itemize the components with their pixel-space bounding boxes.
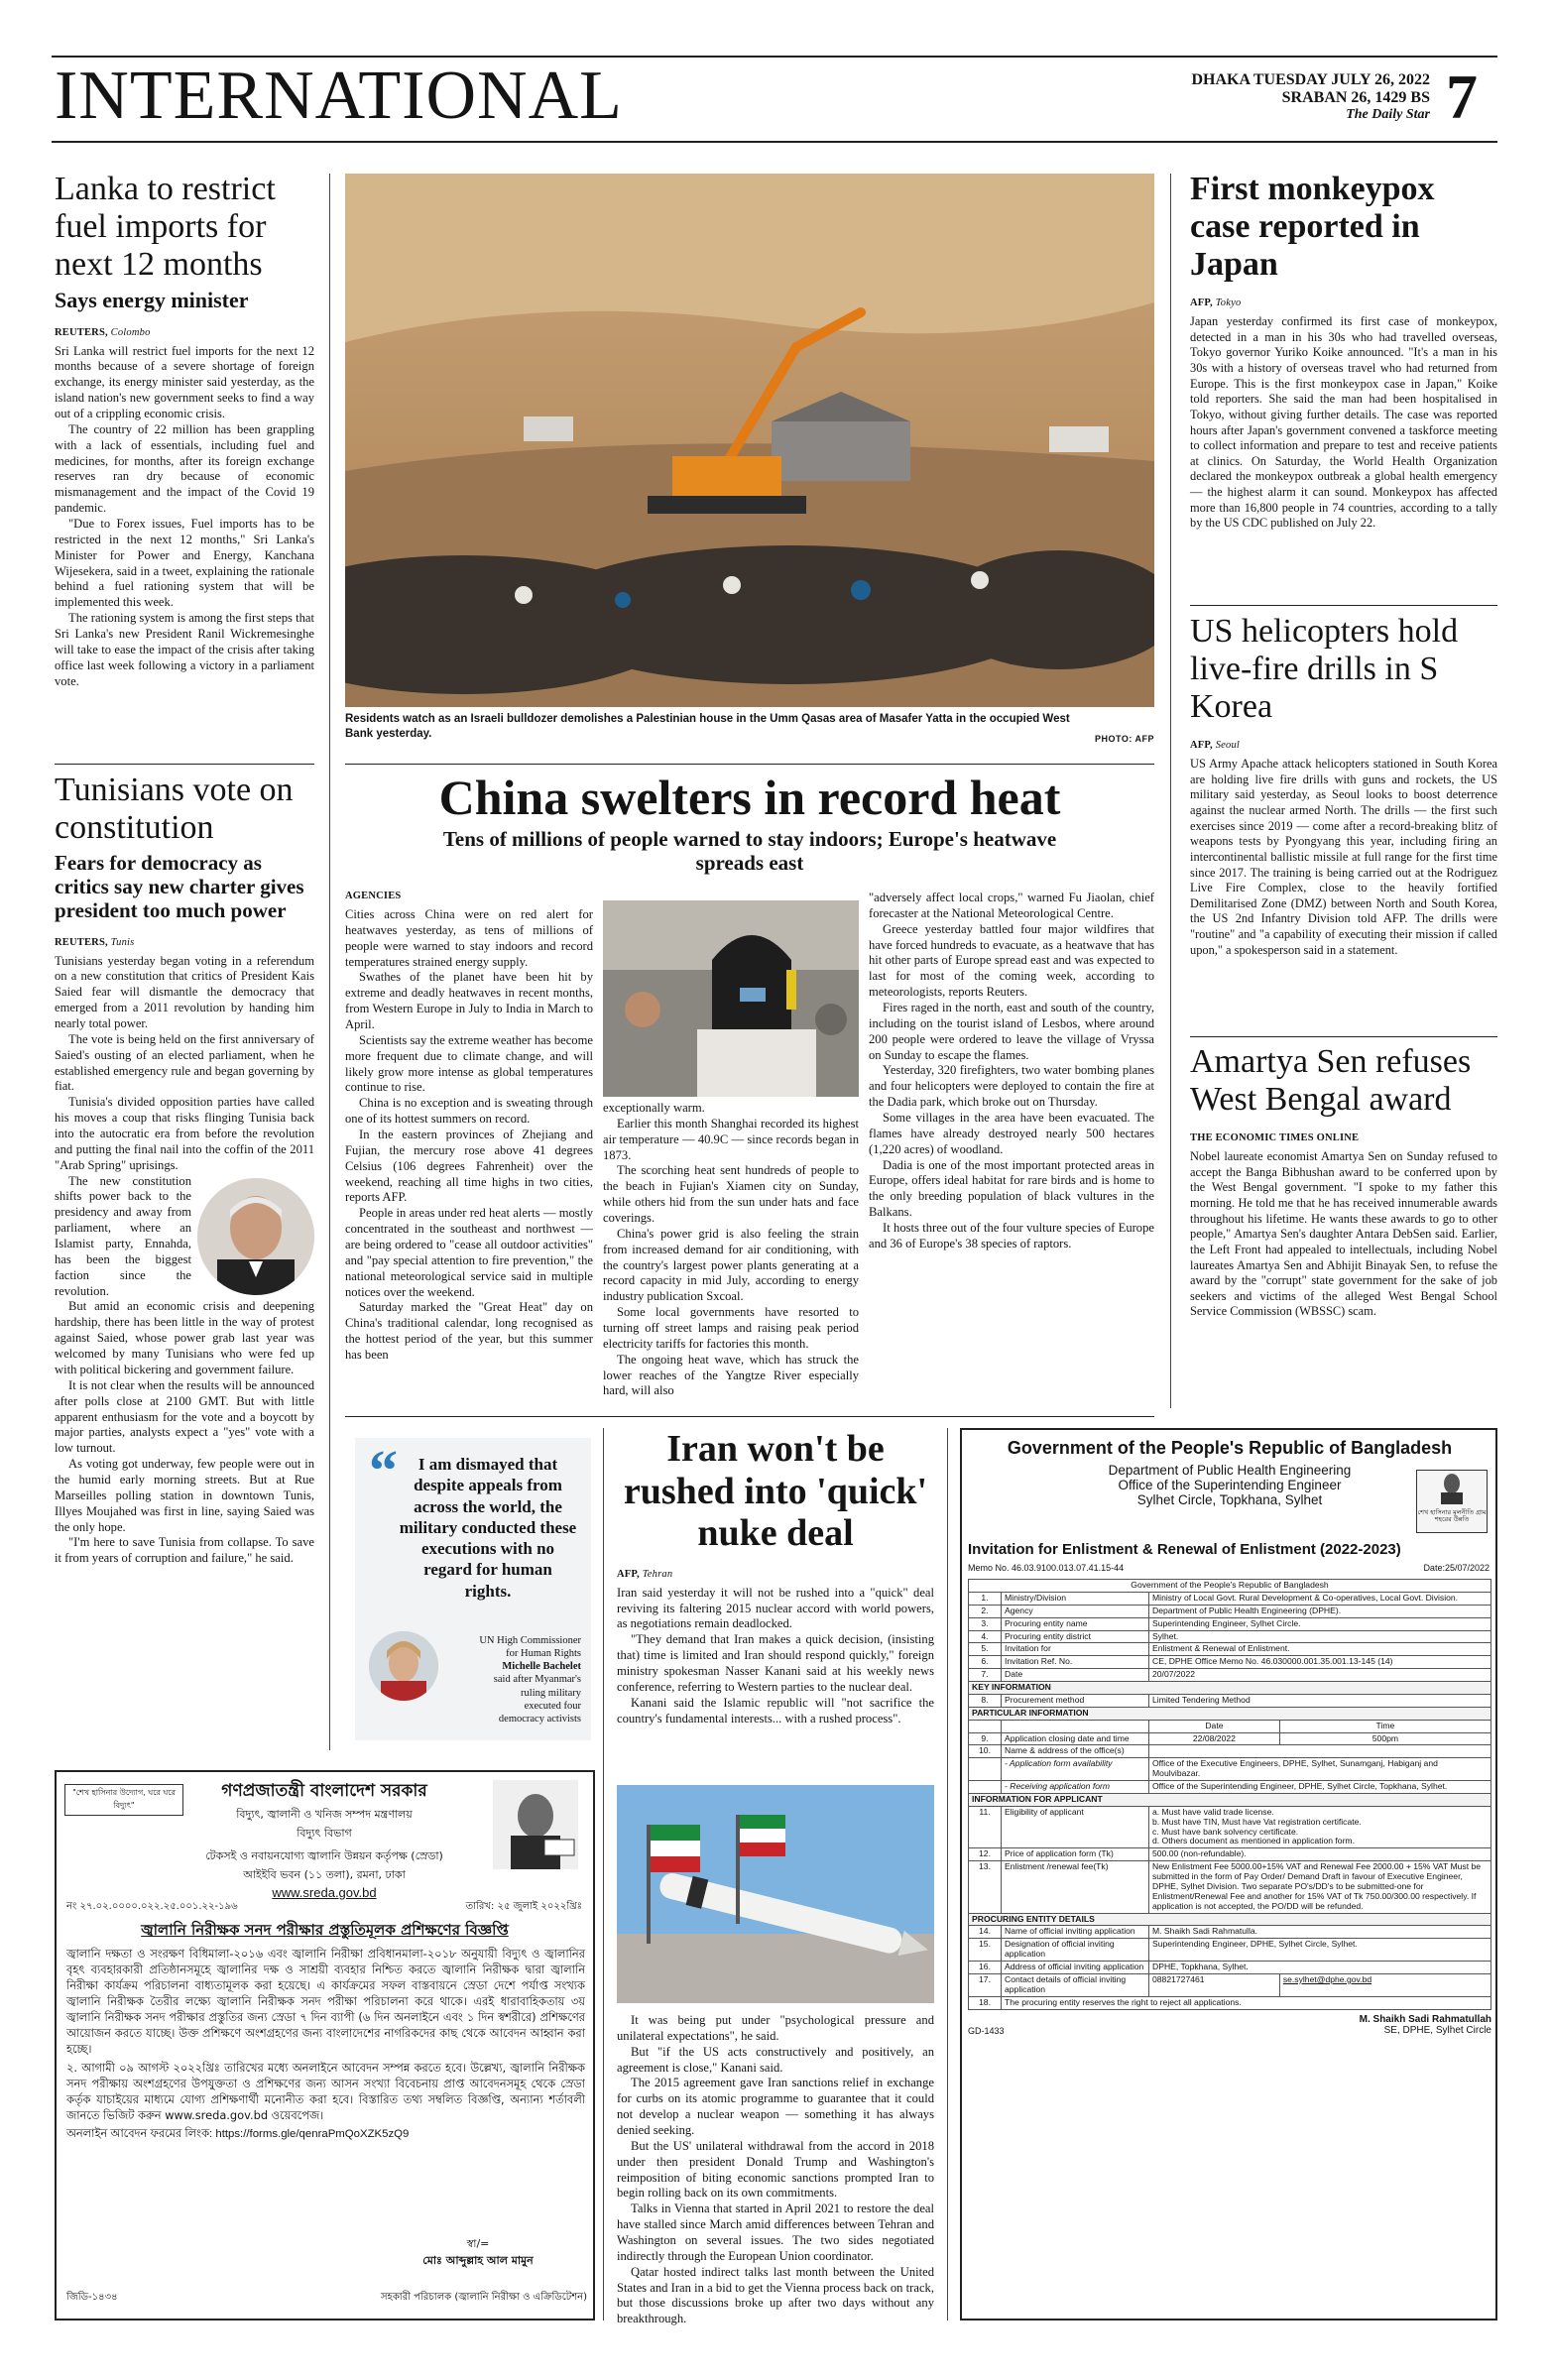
article-body — [345, 907, 593, 1364]
paragraph: But "if the US acts constructively and positively, an agreement is close," Kanani said. — [617, 2044, 934, 2075]
context-line: democracy activists — [498, 1713, 581, 1725]
context-line: said after Myanmar's — [493, 1674, 581, 1686]
dateline-block — [1170, 71, 1430, 123]
photo-credit: PHOTO: AFP — [1094, 734, 1154, 744]
table-row: 12. Price of application form (Tk) 500.00 (non-refundable). — [969, 1848, 1491, 1861]
attribution-line: for Human Rights — [506, 1648, 581, 1660]
article-body — [603, 1101, 859, 1399]
table-row: 18. The procuring entity reserves the right to reject all applications. — [969, 1996, 1491, 2009]
table-row: - Application form availability Office of the Executive Engineers, DPHE, Sylhet, Sunamganj, Habiganj and Moulvibazar. — [969, 1758, 1491, 1781]
section-rule — [345, 764, 1154, 765]
ad-code: জিডি-১৪৩৪ — [66, 2292, 118, 2303]
paragraph: People in areas under red heat alerts — mostly concentrated in the southeast and northwest — are being ordered to "cease all outdoor activities" and "pay special attention to fire prevention," the national meteorological service said in multiple notices over the weekend. — [345, 1206, 593, 1299]
ad-slogan: "শেখ হাসিনার উদ্যোগ, ঘরে ঘরে বিদ্যুৎ" — [64, 1784, 183, 1816]
byline: AFP, Tehran — [617, 1568, 673, 1580]
photo-caption: Residents watch as an Israeli bulldozer demolishes a Palestinian house in the Umm Qasas area of Masafer Yatta in the occupied West Bank yesterday. — [345, 713, 1070, 740]
article-iran-continued — [617, 2013, 934, 2327]
china-column-3 — [869, 891, 1154, 1252]
paragraph: It hosts three out of the four vulture species of Europe and 36 of Europe's 38 species of raptors. — [869, 1221, 1154, 1250]
paragraph: Iran said yesterday it will not be rushed into a "quick" deal reviving its faltering 2015 nuclear accord with world powers, as negotiations remain deadlocked. — [617, 1585, 934, 1631]
paragraph: It was being put under "psychological pressure and unilateral expectations", he said. — [617, 2013, 934, 2043]
article-iran — [617, 1428, 934, 1726]
article-body — [617, 2013, 934, 2327]
column-divider — [947, 1428, 948, 2320]
article-china-head — [345, 770, 1154, 875]
paragraph: Saturday marked the "Great Heat" day on China's traditional calendar, long recognised as the hottest period of the year, but this summer has been — [345, 1300, 593, 1363]
dphe-signer-title: SE, DPHE, Sylhet Circle — [1383, 2024, 1491, 2036]
table-caption: Government of the People's Republic of Bangladesh — [969, 1580, 1491, 1593]
dphe-advertisement — [960, 1428, 1497, 2320]
table-row: 9. Application closing date and time 22/08/2022 500pm — [969, 1732, 1491, 1745]
table-section: PROCURING ENTITY DETAILS — [969, 1913, 1491, 1926]
paragraph: Some local governments have resorted to turning off street lamps and raising peak period electricity tariffs for factories this month. — [603, 1305, 859, 1351]
paragraph: In the eastern provinces of Zhejiang and Fujian, the mercury rose above 41 degrees Celsius (106 degrees Fahrenheit) over the weekend, reaching all time highs in two cities, reports AFP. — [345, 1128, 593, 1205]
paragraph: Qatar hosted indirect talks last month between the United States and Iran in a bid to get the Vienna process back on track, but those discussions broke up after two days without any breakthrough. — [617, 2264, 934, 2326]
article-amartya — [1190, 1043, 1497, 1320]
byline: REUTERS, Colombo — [55, 326, 151, 338]
byline: REUTERS, Tunis — [55, 936, 135, 948]
dphe-header — [968, 1438, 1491, 1507]
context-line: ruling military — [521, 1687, 581, 1699]
eligibility-item: c. Must have bank solvency certificate. — [1152, 1826, 1299, 1837]
ad-header — [176, 1778, 473, 1900]
article-body — [1190, 757, 1497, 958]
heat-woman-photo — [603, 900, 859, 1097]
wrap-block — [55, 1174, 314, 1300]
ad-division: বিদ্যুৎ বিভাগ — [297, 1827, 352, 1840]
ad-memo: নং ২৭.০২.০০০০.০২২.২৫.০০১.২২-১৯৬ — [66, 1901, 238, 1912]
paragraph: But the US' unilateral withdrawal from the accord in 2018 under then president Donald Trump and Washington's reimposition of biting economic sanctions prompted Iran to begin rolling back on its own commitments. — [617, 2138, 934, 2201]
table-row: 4. Procuring entity district Sylhet. — [969, 1630, 1491, 1643]
subhead: Says energy minister — [55, 288, 249, 313]
table-section: PARTICULAR INFORMATION — [969, 1707, 1491, 1720]
missile-display-photo — [617, 1785, 934, 2003]
quote-name: Michelle Bachelet — [502, 1661, 581, 1673]
table-row: 16. Address of official inviting application DPHE, Topkhana, Sylhet. — [969, 1962, 1491, 1974]
byline: THE ECONOMIC TIMES ONLINE — [1190, 1132, 1360, 1144]
column-divider — [329, 174, 330, 1750]
ad-form-link[interactable]: অনলাইন আবেদন ফরমের লিংক: https://forms.gle/qenraPmQoXZK5zQ9 — [66, 2127, 410, 2140]
section-rule — [1190, 1036, 1497, 1037]
table-row: 1. Ministry/Division Ministry of Local Govt. Rural Development & Co-operatives, Local Govt. Division. — [969, 1592, 1491, 1605]
headline: Amartya Sen refuses West Bengal award — [1190, 1043, 1472, 1119]
paragraph: Fires raged in the north, east and south of the country, including on the tourist island of Lesbos, where around 200 people were ordered to leave the village of Vryssa on Sunday to escape the flames. — [869, 1001, 1154, 1062]
table-row: Date Time — [969, 1720, 1491, 1732]
headline: Tunisians vote on constitution — [55, 772, 294, 847]
table-row: 2. Agency Department of Public Health Engineering (DPHE). — [969, 1605, 1491, 1617]
dphe-memo: Memo No. 46.03.9100.013.07.41.15-44 — [968, 1563, 1125, 1573]
column-divider — [603, 1428, 604, 2320]
headline: Lanka to restrict fuel imports for next 12 months — [55, 171, 276, 284]
bachelet-portrait — [369, 1631, 438, 1701]
subhead: Fears for democracy as critics say new charter gives president too much power — [55, 851, 304, 923]
paragraph: The 2015 agreement gave Iran sanctions relief in exchange for curbs on its atomic programme to guarantee that it could not develop a nuclear weapon — something it has always denied seeking. — [617, 2076, 934, 2138]
dphe-notice: Invitation for Enlistment & Renewal of Enlistment (2022-2023) — [968, 1541, 1401, 1558]
ad-paragraph: ২. আগামী ০৯ আগস্ট ২০২২খ্রিঃ তারিখের মধ্যে অনলাইনে আবেদন সম্পন্ন করতে হবে। উল্লেখ্য, জ্বালানি নিরীক্ষক সনদ পরীক্ষায় অংশগ্রহণের উপযুক্ততা ও প্রশিক্ষণের জন্য আসন সংখ্যা বিবেচনায় প্রাপ্ত আবেদনসমূহ থেকে স্রেডা কর্তৃক যাচাইয়ের মাধ্যমে যোগ্য প্রশিক্ষণার্থী মনোনীত করা হবে। বিস্তারিত তথ্য সম্বলিত বিজ্ঞপ্তি, অন্যান্য শর্তাবলী জানতে ভিজিট করুন www.sreda.gov.bd ওয়েবপেজ। — [66, 2060, 585, 2122]
article-body — [55, 1299, 314, 1567]
bengali-date: SRABAN 26, 1429 BS — [1281, 89, 1430, 106]
section-title: INTERNATIONAL — [55, 58, 623, 134]
paragraph: The ongoing heat wave, which has struck the lower reaches of the Yangtze River especially hard, will also — [603, 1352, 859, 1398]
paragraph: The country of 22 million has been grappling with a lack of essentials, including fuel and medicines, for months, after its foreign exchange reserves ran dry because of economic mismanagement and the impact of the Covid 19 pandemic. — [55, 421, 314, 516]
paragraph: "Due to Forex issues, Fuel imports has to be restricted in the next 12 months," Sri Lanka's Minister for Power and Energy, Kanchana Wijesekera, said in a tweet, explaining the rationale behind a fuel rationing system that will be implemented this week. — [55, 516, 314, 610]
dphe-table — [968, 1579, 1491, 2036]
dphe-signer: M. Shaikh Sadi Rahmatullah — [1359, 2013, 1491, 2025]
paragraph: Yesterday, 320 firefighters, two water bombing planes and four helicopters were deployed to contain the fire at the Dadia park, which broke out on Thursday. — [869, 1063, 1154, 1110]
paragraph: The rationing system is among the first steps that Sri Lanka's new President Ranil Wickremesinghe will take to ease the impact of the crisis after taking office last week following a victory in a parliament vote. — [55, 611, 314, 688]
article-monkeypox — [1190, 171, 1497, 532]
ad-notice-title: জ্বালানি নিরীক্ষক সনদ পরীক্ষার প্রস্তুতিমূলক প্রশিক্ষণের বিজ্ঞপ্তি — [141, 1921, 509, 1939]
quote-box — [355, 1438, 591, 1740]
headline: China swelters in record heat — [438, 770, 1061, 825]
article-body — [55, 954, 314, 1174]
ad-ministry: বিদ্যুৎ, জ্বালানী ও খনিজ সম্পদ মন্ত্রণালয় — [236, 1808, 413, 1821]
kais-saied-portrait — [197, 1178, 314, 1295]
ad-website: www.sreda.gov.bd — [272, 1885, 377, 1900]
article-body — [869, 891, 1154, 1252]
paragraph: China's power grid is also feeling the strain from increased demand for air conditioning, with the country's largest power plants generating at a record capacity in mid July, according to energy industry publication Sxcoal. — [603, 1226, 859, 1304]
dphe-slogan-box — [1416, 1470, 1488, 1533]
signer-name: মোঃ আব্দুল্লাহ আল মামুন — [422, 2253, 534, 2267]
page-number: 7 — [1446, 61, 1478, 132]
column-divider — [1170, 174, 1171, 1408]
dphe-line3: Sylhet Circle, Topkhana, Sylhet — [1136, 1492, 1323, 1507]
table-row: 17. Contact details of official inviting application 08821727461 se.sylhet@dphe.gov.bd — [969, 1973, 1491, 1996]
headline: US helicopters hold live-fire drills in S Korea — [1190, 613, 1459, 726]
paragraph: Earlier this month Shanghai recorded its highest air temperature — 40.9C — since records began in 1873. — [603, 1116, 859, 1162]
article-body — [617, 1586, 934, 1727]
bulldozer-demolition-photo — [345, 174, 1154, 707]
paragraph: US Army Apache attack helicopters stationed in South Korea are holding live fire drills with guns and rockets, the US military said yesterday, as Seoul looks to boost deterrence against the nuclear armed North. The drills — the first such exercises since 2019 — come after a record-breaking blitz of weapons tests by Pyongyang this year, including firing an intercontinental ballistic missile at full range for the first time since 2017. The training is being carried out at the Rodriguez Live Fire Complex, close to the heavily fortified Demilitarised Zone (DMZ) between North and South Korea, the US 2nd Infantry Division told AFP. The drills were "routine" and "a capability of executing their mission if called upon," a spokesperson said in a statement. — [1190, 757, 1497, 957]
ad-title: গণপ্রজাতন্ত্রী বাংলাদেশ সরকার — [221, 1781, 427, 1801]
quote-attribution — [444, 1634, 581, 1726]
byline: AFP, Tokyo — [1190, 298, 1242, 309]
dphe-line2: Office of the Superintending Engineer — [1118, 1478, 1342, 1492]
article-tunisia — [55, 772, 314, 1567]
dphe-line1: Department of Public Health Engineering — [1108, 1463, 1352, 1478]
paragraph: China is no exception and is sweating through one of its hottest summers on record. — [345, 1096, 593, 1127]
ad-address: আইইবি ভবন (১১ তলা), রমনা, ঢাকা — [243, 1868, 406, 1881]
paragraph: But amid an economic crisis and deepening hardship, there has been little in the way of protest against Saied, whose power grab last year was welcomed by many Tunisians who were fed up with political bickering and government failure. — [55, 1299, 314, 1376]
subhead: Tens of millions of people warned to stay indoors; Europe's heatwave spreads east — [442, 827, 1057, 876]
quote-text: I am dismayed that despite appeals from across the world, the military conducted these executions with no regard for human rights. — [399, 1455, 577, 1601]
section-rule — [55, 764, 314, 765]
dphe-code: GD-1433 — [968, 2025, 1005, 2036]
eligibility-item: a. Must have valid trade license. — [1152, 1806, 1274, 1817]
eligibility-item: d. Others document as mentioned in application form. — [1152, 1836, 1355, 1846]
table-row: 11. Eligibility of applicant a. Must have valid trade license. b. Must have TIN, Must have Vat registration certificate. c. Must have bank solvency certificate. d. Others document as mentioned in application form. — [969, 1806, 1491, 1848]
sreda-advertisement — [55, 1770, 595, 2320]
paragraph: Talks in Vienna that started in April 2021 to restore the deal have stalled since March amid differences between Tehran and Washington on several issues. The two sides negotiated indirectly through the European Union coordinator. — [617, 2202, 934, 2263]
table-row: 6. Invitation Ref. No. CE, DPHE Office Memo No. 46.030000.001.35.001.13-145 (14) — [969, 1656, 1491, 1669]
article-body — [1190, 1149, 1497, 1320]
masthead-bottom-rule — [52, 141, 1497, 143]
paragraph: Swathes of the planet have been hit by extreme and deadly heatwaves in recent months, from Western Europe in July to India in March to April. — [345, 970, 593, 1032]
dphe-title: Government of the People's Republic of Bangladesh — [1007, 1438, 1453, 1458]
leader-portrait — [493, 1780, 578, 1869]
paragraph: The new constitution shifts power back to the presidency and away from parliament, where an Islamist party, Ennahda, has been the biggest faction since the revolution. — [55, 1173, 191, 1298]
section-rule — [1190, 605, 1497, 606]
dateline: DHAKA TUESDAY JULY 26, 2022 — [1191, 71, 1430, 88]
table-row: 15. Designation of official inviting application Superintending Engineer, DPHE, Sylhet Circle, Sylhet. — [969, 1939, 1491, 1962]
article-lanka — [55, 171, 314, 689]
table-row: 3. Procuring entity name Superintending Engineer, Sylhet Circle. — [969, 1617, 1491, 1630]
paragraph: "I'm here to save Tunisia from collapse. To save it from years of corruption and failure," he said. — [55, 1535, 314, 1566]
paragraph: It is not clear when the results will be announced after polls close at 2100 GMT. But with little apparent enthusiasm for the vote and a boycott by major parties, analysts expect a "yes" vote with a low turnout. — [55, 1377, 314, 1456]
ad-body — [66, 1947, 585, 2146]
table-row: 5. Invitation for Enlistment & Renewal of Enlistment. — [969, 1643, 1491, 1656]
dphe-date: Date:25/07/2022 — [1423, 1563, 1490, 1573]
ad-memo-date: তারিখ: ২৫ জুলাই ২০২২খ্রিঃ — [465, 1901, 582, 1912]
ad-signature — [374, 2236, 582, 2269]
context-line: executed four — [524, 1700, 581, 1712]
ad-authority: টেকসই ও নবায়নযোগ্য জ্বালানি উন্নয়ন কর্তৃপক্ষ (স্রেডা) — [205, 1849, 443, 1862]
table-section: KEY INFORMATION — [969, 1682, 1491, 1695]
table-row: 14. Name of official inviting application M. Shaikh Sadi Rahmatulla. — [969, 1926, 1491, 1939]
paragraph: Cities across China were on red alert for heatwaves yesterday, as tens of millions of people were warned to stay indoors and record temperatures strained energy supply. — [345, 907, 593, 969]
paragraph: "adversely affect local crops," warned Fu Jiaolan, chief forecaster at the National Meteorological Centre. — [869, 891, 1154, 920]
byline: AGENCIES — [345, 891, 402, 901]
paragraph: Tunisia's divided opposition parties have called his moves a coup that risks flinging Tunisia back into the autocratic era from before the revolution and putting the final nail into the coffin of the 2011 "Arab Spring" uprisings. — [55, 1095, 314, 1172]
paragraph: exceptionally warm. — [603, 1101, 705, 1115]
section-rule — [345, 1416, 1154, 1417]
table-row: 7. Date 20/07/2022 — [969, 1669, 1491, 1682]
paragraph: Nobel laureate economist Amartya Sen on Sunday refused to accept the Banga Bibhushan award to be conferred upon by the West Bengal government. "I spoke to my father this morning. He told me that he has received innumerable awards throughout his lifetime. He wants these awards to go to other people," Amartya Sen's daughter Antara DebSen said. Earlier, the Left Front had appealed to intellectuals, including Nobel laureates Amartya Sen and Abhijit Binayak Sen, to refuse the award by the "corrupt" state government for the sake of job seekers and victims of the alleged West Bengal School Service Commission (WBSSC) scam. — [1190, 1149, 1497, 1319]
signature-mark: স্বা/= — [466, 2237, 490, 2250]
signer-title: সহকারী পরিচালক (জ্বালানি নিরীক্ষা ও এক্রিডিটেশন) — [380, 2292, 587, 2303]
paragraph: Japan yesterday confirmed its first case of monkeypox, detected in a man in his 30s who had travelled overseas, Tokyo governor Yuriko Koike announced. "It's a man in his 30s with a history of overseas travel who had returned from Europe. This is the first monkeypox case in Japan," Koike told reporters. She said the man had been hospitalised in Tokyo, without giving further details. The case was reported hours after Japan's government convened a taskforce meeting to collect information and prepare to test and receive patients at clinics. On Saturday, the World Health Organization declared the monkeypox outbreak a global health emergency — the highest alarm it can sound. Monkeypox has affected more than 16,800 people in 74 countries, according to a tally by the US CDC published on July 22. — [1190, 314, 1497, 531]
table-row: - Receiving application form Office of the Superintending Engineer, DPHE, Sylhet Circle, Topkhana, Sylhet. — [969, 1781, 1491, 1794]
paragraph: The scorching heat sent hundreds of people to the beach in Fujian's Xiamen city on Sunday, while others hid from the sun under hats and face coverings. — [603, 1163, 859, 1226]
paragraph: "They demand that Iran makes a quick decision, (insisting that) time is limited and Iran should respond quickly," foreign ministry spokesman Nasser Kanani said at his weekly news conference, referring to Western parties to the nuclear deal. — [617, 1632, 934, 1694]
article-body — [1190, 314, 1497, 532]
paragraph: Dadia is one of the most important protected areas in Europe, offers ideal habitat for rare birds and is home to the only breeding population of black vultures in the Balkans. — [869, 1157, 1154, 1220]
table-row: 10. Name & address of the office(s) — [969, 1745, 1491, 1758]
dphe-slogan: শেখ হাসিনার মূলনীতি গ্রাম শহরের উন্নতি — [1417, 1508, 1487, 1524]
table-section: INFORMATION FOR APPLICANT — [969, 1793, 1491, 1806]
table-row: 8. Procurement method Limited Tendering Method — [969, 1694, 1491, 1707]
headline: First monkeypox case reported in Japan — [1190, 171, 1435, 284]
article-body — [55, 344, 314, 690]
table-row: 13. Enlistment /renewal fee(Tk) New Enlistment Fee 5000.00+15% VAT and Renewal Fee 2000.00 + 15% VAT Must be submitted in the form of Pay Order/ Demand Draft in favour of Executive Engineer, DPHE, Sylhet Division. Two separate PO's/DD's to be submitted-one for Enlistment/Renewal Fee and another for 15% VAT of Tk 750.00/300.00 respectively. If application is not accepted, the PO/DD will be refunded. — [969, 1861, 1491, 1913]
ad-paragraph: জ্বালানি দক্ষতা ও সংরক্ষণ বিধিমালা-২০১৬ এবং জ্বালানি নিরীক্ষা প্রবিধানমালা-২০১৮ অনুযায়ী বিদ্যুৎ ও জ্বালানির বৃহৎ ব্যবহারকারী প্রতিষ্ঠানসমূহে জ্বালানির দক্ষ ও সাশ্রয়ী ব্যবহার নিশ্চিত করতে জ্বালানি নিরীক্ষক দ্বারা জ্বালানি নিরীক্ষা কার্যক্রম পরিচালনা বাধ্যতামূলক করা হয়েছে। এ কার্যক্রমের সফল বাস্তবায়নে স্রেডা দেশে পর্যাপ্ত সংখ্যক জ্বালানি নিরীক্ষক তৈরীর লক্ষ্যে জ্বালানি নিরীক্ষক সনদ পরীক্ষা পরিচালনা করে থাকে। এরই ধারাবাহিকতায় ৩য় জ্বালানি নিরীক্ষক সনদ পরীক্ষার প্রস্তুতির জন্য স্রেডা ৭ দিন ব্যাপী (৬ দিন অনলাইনে এবং ১ দিন স্বশরীরে) প্রশিক্ষণের আয়োজন করতে যাচ্ছে। উক্ত প্রশিক্ষণে অংশগ্রহণের জন্য বাংলাদেশের নাগরিকদের কাছ থেকে আবেদন আহ্বান করা হচ্ছে। — [66, 1947, 585, 2056]
article-helicopters — [1190, 613, 1497, 958]
paragraph: Kanani said the Islamic republic will "not sacrifice the country's fundamental interests... with a rushed process". — [617, 1695, 934, 1726]
paragraph: As voting got underway, few people were out in the humid early morning streets. But at Rue Marseilles polling station in downtown Tunis, Illyes Moujahed was first in line, saying Saied was the only hope. — [55, 1457, 314, 1534]
china-column-1 — [345, 891, 593, 1364]
china-column-2 — [603, 1101, 859, 1399]
contact-email[interactable]: se.sylhet@dphe.gov.bd — [1279, 1973, 1490, 1996]
paragraph: Some villages in the area have been evacuated. The flames have already destroyed nearly 500 hectares (1,220 acres) of woodland. — [869, 1111, 1154, 1156]
paragraph: Scientists say the extreme weather has become more frequent due to climate change, and will likely grow more intense as global temperatures continue to rise. — [345, 1032, 593, 1095]
byline: AFP, Seoul — [1190, 740, 1241, 752]
paragraph: Sri Lanka will restrict fuel imports for the next 12 months because of a severe shortage of foreign exchange, its energy minister said yesterday, as the island nation's new government seeks to find a way out of a crippling economic crisis. — [55, 343, 314, 420]
paragraph: Greece yesterday battled four major wildfires that have forced hundreds to evacuate, as a heatwave that has hit other parts of Europe spread east and was expected to last for most of the coming week, according to meteorologists, reports Reuters. — [869, 921, 1154, 1000]
headline: Iran won't be rushed into 'quick' nuke deal — [623, 1428, 928, 1555]
paragraph: Tunisians yesterday began voting in a referendum on a new constitution that critics of President Kais Saied fear will dismantle the democracy that emerged from a 2011 revolution by handing him nearly total power. — [55, 953, 314, 1031]
eligibility-item: b. Must have TIN, Must have Vat registration certificate. — [1152, 1816, 1362, 1827]
quote-mark-icon: “ — [369, 1438, 398, 1502]
paper-logo: The Daily Star — [1346, 107, 1430, 122]
paragraph: The vote is being held on the first anniversary of Saied's ousting of an elected parliament, when he established emergency rule and began governing by fiat. — [55, 1031, 314, 1094]
attribution-line: UN High Commissioner — [479, 1635, 581, 1646]
